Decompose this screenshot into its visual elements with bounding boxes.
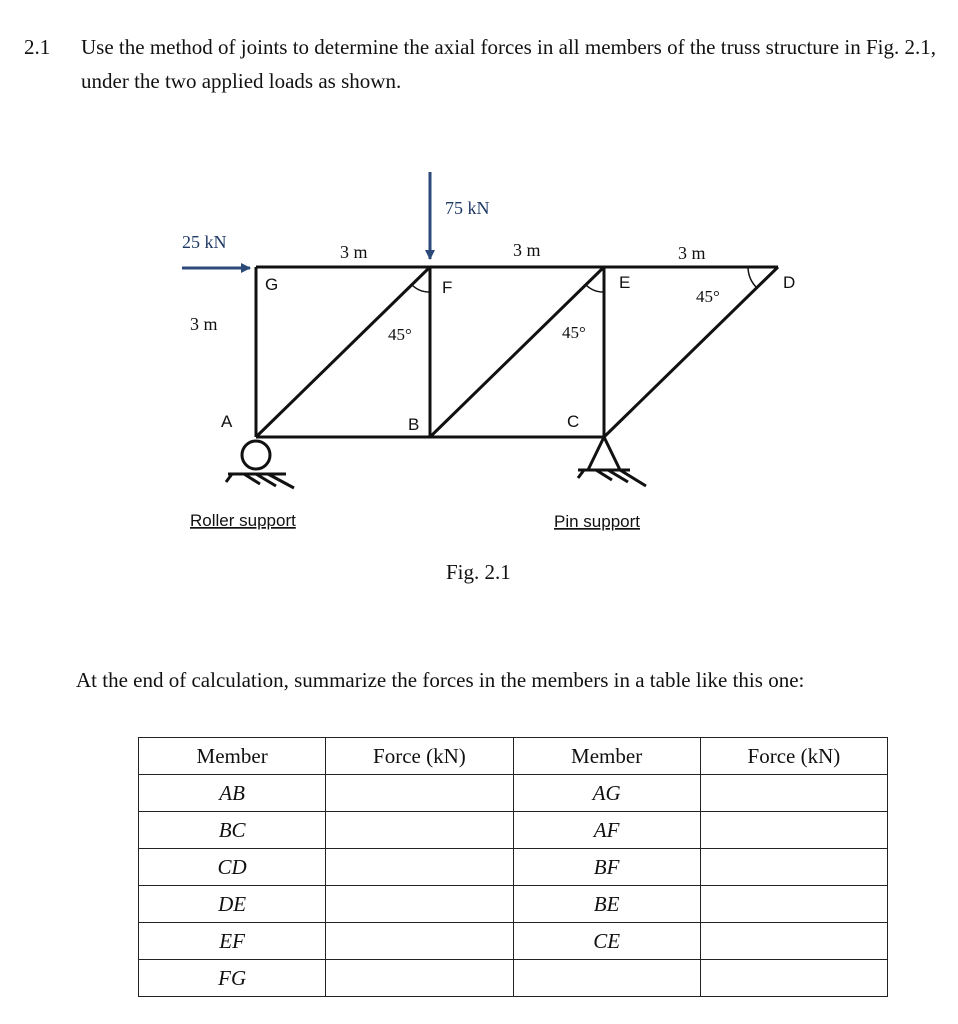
table-row bbox=[139, 849, 888, 886]
load-label-horizontal: 25 kN bbox=[182, 232, 227, 252]
member-cell: BE bbox=[513, 886, 700, 923]
member-cell: DE bbox=[139, 886, 326, 923]
angle-arc-f bbox=[412, 285, 430, 292]
member-cell bbox=[513, 960, 700, 997]
member-cell: AG bbox=[513, 775, 700, 812]
member-cd bbox=[604, 267, 778, 437]
force-cell bbox=[326, 775, 513, 812]
table-row bbox=[139, 923, 888, 960]
dimension-label-height: 3 m bbox=[190, 314, 218, 334]
header-force-left: Force (kN) bbox=[326, 738, 513, 775]
header-member-left: Member bbox=[139, 738, 326, 775]
truss-figure bbox=[0, 150, 958, 550]
load-label-vertical: 75 kN bbox=[445, 198, 490, 218]
angle-label-f: 45° bbox=[388, 325, 412, 344]
pin-support-symbol bbox=[578, 437, 646, 486]
table-row bbox=[139, 886, 888, 923]
angle-arc-e bbox=[586, 285, 604, 292]
member-force-table bbox=[138, 737, 888, 997]
angle-label-e: 45° bbox=[562, 323, 586, 342]
force-cell bbox=[326, 886, 513, 923]
joint-label-f: F bbox=[442, 278, 453, 297]
joint-label-c: C bbox=[567, 412, 580, 431]
joint-label-d: D bbox=[783, 273, 796, 292]
joint-label-a: A bbox=[221, 412, 233, 431]
force-cell bbox=[326, 812, 513, 849]
member-cell: BF bbox=[513, 849, 700, 886]
force-cell bbox=[700, 960, 887, 997]
joint-label-g: G bbox=[265, 275, 279, 294]
roller-support-symbol bbox=[226, 441, 294, 488]
figure-caption: Fig. 2.1 bbox=[446, 560, 511, 584]
table-header-row bbox=[139, 738, 888, 775]
summary-instruction: At the end of calculation, summarize the forces in the members in a table like this one: bbox=[76, 668, 805, 692]
header-member-right: Member bbox=[513, 738, 700, 775]
force-cell bbox=[700, 923, 887, 960]
roller-support-label: Roller support bbox=[190, 511, 296, 530]
header-force-right: Force (kN) bbox=[700, 738, 887, 775]
force-cell bbox=[700, 775, 887, 812]
table-row bbox=[139, 960, 888, 997]
force-cell bbox=[700, 812, 887, 849]
force-cell bbox=[700, 886, 887, 923]
question-text: Use the method of joints to determine the axial forces in all members of the truss structure in Fig. 2.1, under the two applied loads as shown. bbox=[81, 35, 936, 93]
question-number: 2.1 bbox=[24, 35, 51, 59]
pin-support-label: Pin support bbox=[554, 512, 640, 531]
member-cell: CE bbox=[513, 923, 700, 960]
force-cell bbox=[326, 923, 513, 960]
member-cell: EF bbox=[139, 923, 326, 960]
table-row bbox=[139, 775, 888, 812]
member-cell: AB bbox=[139, 775, 326, 812]
member-cell: CD bbox=[139, 849, 326, 886]
member-af bbox=[256, 267, 430, 437]
dimension-label-gf: 3 m bbox=[340, 242, 368, 262]
force-cell bbox=[700, 849, 887, 886]
member-cell: FG bbox=[139, 960, 326, 997]
angle-label-d: 45° bbox=[696, 287, 720, 306]
dimension-label-ed: 3 m bbox=[678, 243, 706, 263]
force-cell bbox=[326, 960, 513, 997]
dimension-label-fe: 3 m bbox=[513, 240, 541, 260]
joint-label-e: E bbox=[619, 273, 631, 292]
force-cell bbox=[326, 849, 513, 886]
angle-arc-d bbox=[748, 267, 757, 288]
member-cell: BC bbox=[139, 812, 326, 849]
joint-label-b: B bbox=[408, 415, 420, 434]
member-cell: AF bbox=[513, 812, 700, 849]
table-row bbox=[139, 812, 888, 849]
